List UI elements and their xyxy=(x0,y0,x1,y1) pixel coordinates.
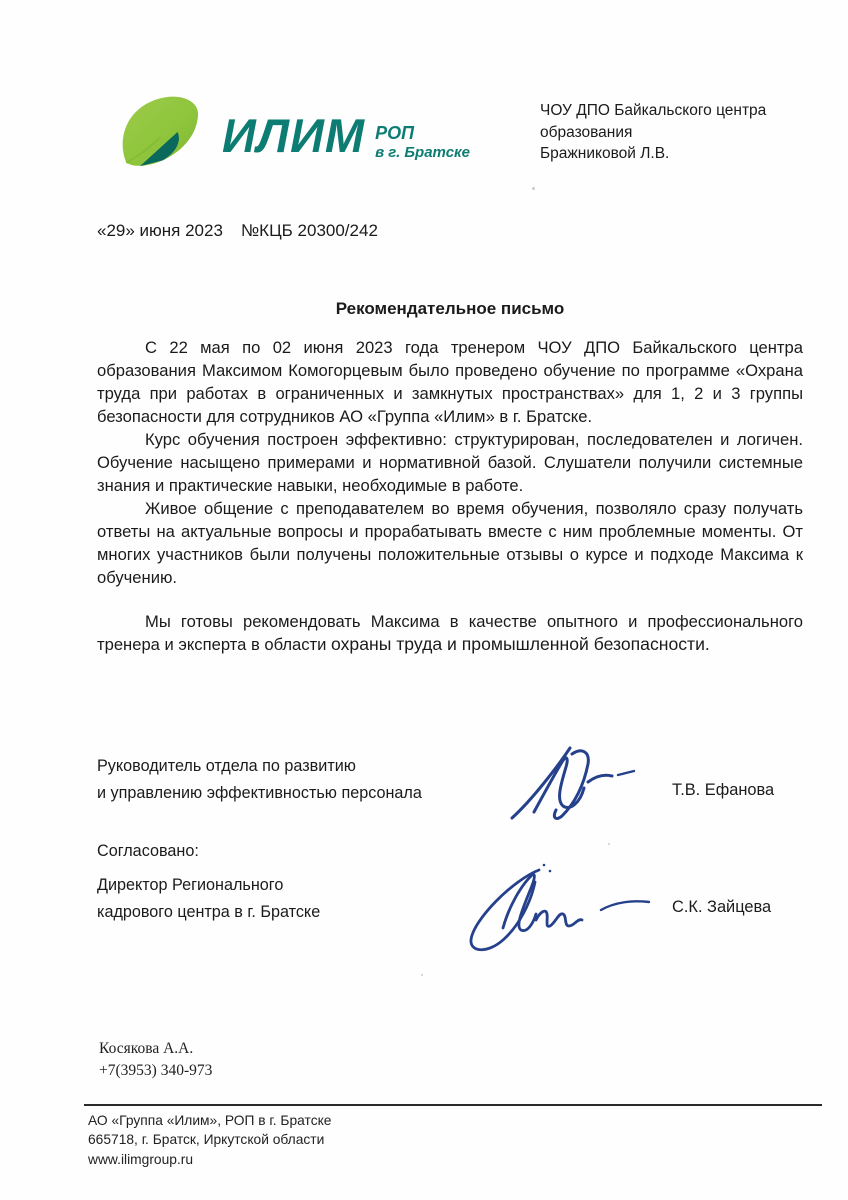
addressee-line: образования xyxy=(540,123,633,141)
signer-name-efanova: Т.В. Ефанова xyxy=(672,781,775,799)
scan-speck xyxy=(421,974,423,976)
paragraph: Живое общение с преподавателем во время обучения, позволяло сразу получать ответы на актуальные вопросы и прорабатывать вместе с ним проблемные моменты. От многих участников были получены положительные отзывы о курсе и подходе Максима к обучению. xyxy=(97,499,803,587)
addressee-line: ЧОУ ДПО Байкальского центра xyxy=(540,102,767,119)
contact-phone: +7(3953) 340-973 xyxy=(99,1062,213,1079)
signer-role-director xyxy=(97,872,320,926)
company-unit xyxy=(375,123,470,161)
role-line: и управлению эффективностью персонала xyxy=(97,784,422,802)
unit-location: в г. Братске xyxy=(375,143,470,161)
signer-name-zaytseva: С.К. Зайцева xyxy=(672,898,772,916)
contact-person: Косякова А.А. xyxy=(99,1040,194,1057)
scan-speck xyxy=(608,843,610,845)
paragraph: Курс обучения построен эффективно: структурирован, последователен и логичен. Обучение насыщено примерами и нормативной базой. Слушатели получили системные знания и практические навыки, необходимые в работе. xyxy=(97,430,803,495)
paragraph: С 22 мая по 02 июня 2023 года тренером ЧОУ ДПО Байкальского центра образования Максимом Комогорцевым было проведено обучение по программе «Охрана труда при работах в ограниченных и замкнутых пространствах» для 1, 2 и 3 группы безопасности для сотрудников АО «Группа «Илим» в г. Братске. xyxy=(97,338,803,426)
company-logo xyxy=(116,92,470,178)
footer-divider xyxy=(84,1104,822,1106)
closing-lead: Мы готовы рекомендовать Максима в качестве опытного и профессионального тренера и эксперта в области xyxy=(97,612,803,654)
footer-line: 665718, г. Братск, Иркутской области xyxy=(88,1132,325,1148)
scan-speck xyxy=(505,446,507,448)
footer-block xyxy=(88,1111,331,1169)
leaf-logo-icon xyxy=(116,92,210,178)
letter-body xyxy=(97,336,803,656)
contact-block xyxy=(99,1038,212,1082)
footer-line: АО «Группа «Илим», РОП в г. Братске xyxy=(88,1113,332,1128)
unit-label: РОП xyxy=(375,123,415,144)
role-line: Директор Регионального xyxy=(97,876,284,894)
role-line: кадрового центра в г. Братске xyxy=(97,903,321,921)
zaytseva-signature-image xyxy=(443,858,665,958)
addressee-line: Бражниковой Л.В. xyxy=(540,145,670,162)
addressee-block xyxy=(540,100,820,165)
efanova-signature-image xyxy=(506,742,646,827)
role-line: Руководитель отдела по развитию xyxy=(97,757,356,775)
footer-line: www.ilimgroup.ru xyxy=(88,1151,194,1167)
closing-emphasis: охраны труда и промышленной безопасности. xyxy=(331,634,710,654)
closing-paragraph xyxy=(97,610,803,656)
letter-date: «29» июня 2023 xyxy=(97,221,223,240)
approved-label: Согласовано: xyxy=(97,842,199,860)
letter-number: №КЦБ 20300/242 xyxy=(240,221,378,240)
scan-speck xyxy=(532,187,535,190)
signer-role-head xyxy=(97,753,422,807)
letter-title: Рекомендательное письмо xyxy=(335,299,565,318)
date-number-line xyxy=(97,221,378,241)
company-name: ИЛИМ xyxy=(222,108,366,162)
